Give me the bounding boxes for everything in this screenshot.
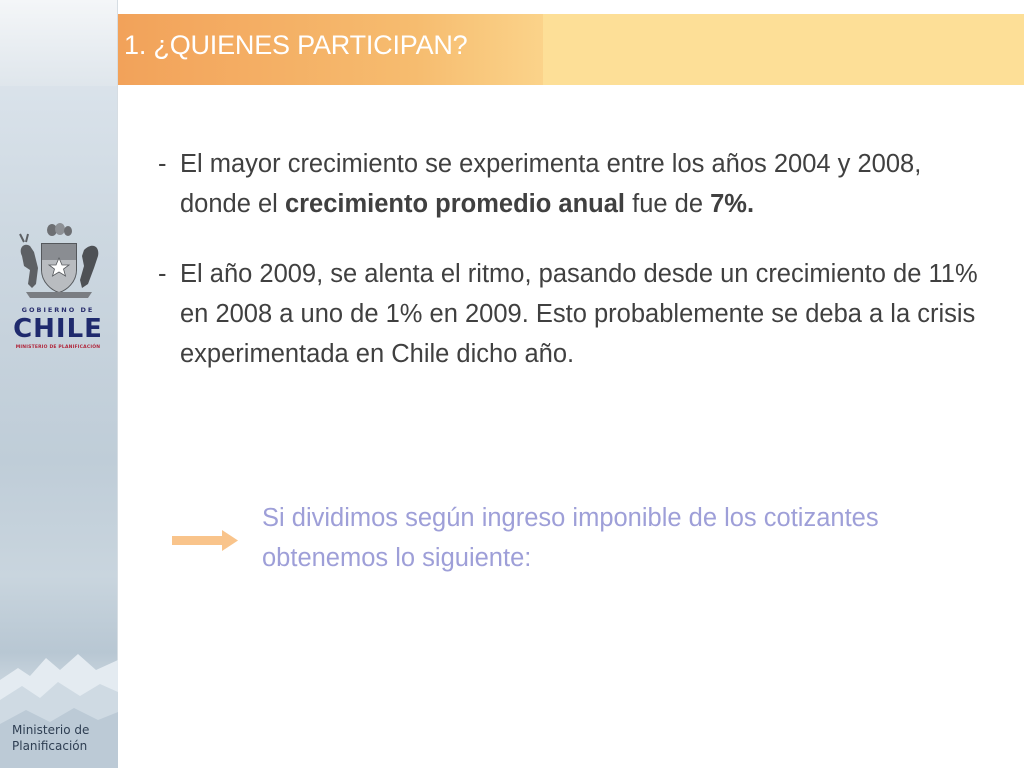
coat-of-arms-icon bbox=[12, 222, 104, 302]
bullet-dash: - bbox=[158, 260, 167, 288]
bullet-item bbox=[158, 144, 998, 224]
sidebar-top-band bbox=[0, 0, 118, 86]
slide-title: 1. ¿QUIENES PARTICIPAN? bbox=[124, 30, 468, 60]
bullet-dash: - bbox=[158, 150, 167, 178]
logo-chile-text: CHILE bbox=[13, 314, 103, 344]
bullet-text-part: fue de bbox=[625, 190, 711, 218]
right-arrow-icon bbox=[172, 527, 240, 555]
bullet-bold-value: 7%. bbox=[710, 190, 755, 218]
bullet-bold-text: crecimiento promedio anual bbox=[284, 190, 626, 218]
bullet-text bbox=[180, 144, 988, 224]
ministry-label bbox=[12, 722, 116, 754]
gobierno-de-chile-logo bbox=[8, 222, 108, 357]
bullet-item bbox=[158, 254, 998, 374]
bullet-text: El año 2009, se alenta el ritmo, pasando desde un crecimiento de 11% en 2008 a uno de 1% en 2009. Esto probablemente se deba a la crisis experimentada en Chile dicho año. bbox=[180, 260, 978, 368]
note-text: Si dividimos según ingreso imponible de los cotizantes obtenemos lo siguiente: bbox=[262, 504, 879, 572]
ministry-label-line2: Planificación bbox=[12, 739, 88, 753]
logo-gobierno-text: GOBIERNO DE bbox=[21, 306, 95, 314]
logo-ministerio-text: MINISTERIO DE PLANIFICACIÓN bbox=[15, 345, 101, 350]
ministry-label-line1: Ministerio de bbox=[12, 723, 90, 737]
bullet-list bbox=[158, 144, 998, 404]
bullet-text-part: El mayor crecimiento se experimenta entre los años 2004 y 2008, donde el bbox=[180, 150, 922, 218]
